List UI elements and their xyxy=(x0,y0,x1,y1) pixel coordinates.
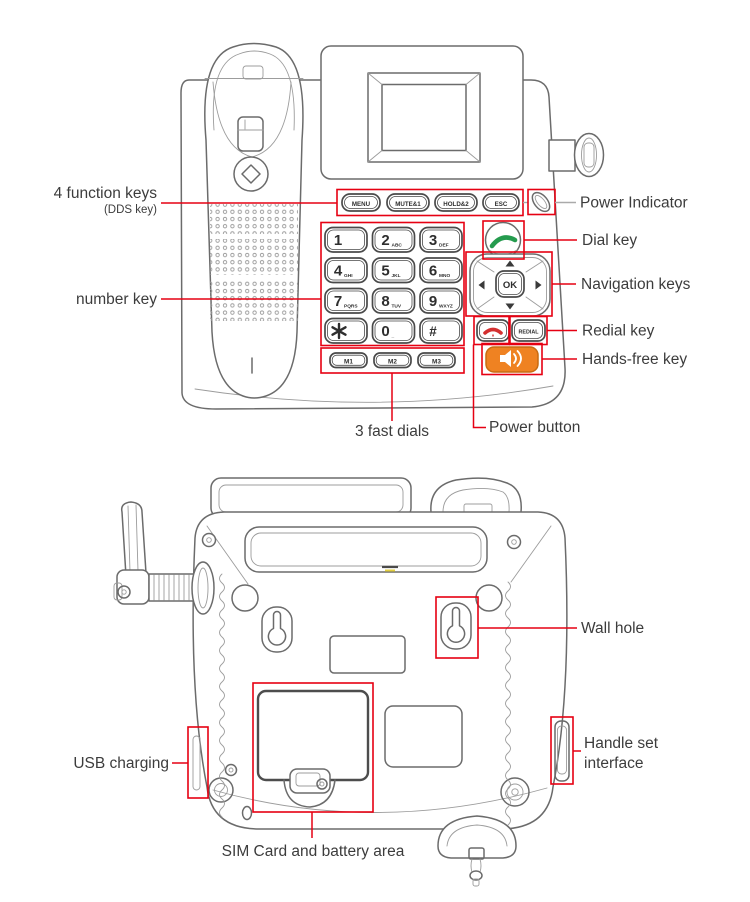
redial-label: Redial key xyxy=(582,322,655,340)
keypad-key-2 xyxy=(373,228,415,253)
hands-free-label: Hands-free key xyxy=(582,351,688,368)
number-key-label: number key xyxy=(76,291,157,308)
antenna-connector xyxy=(149,574,195,601)
keypad-digit: # xyxy=(429,324,437,339)
keypad-digit: 0 xyxy=(381,323,390,340)
function-key-label: MUTE&1 xyxy=(395,200,421,208)
keypad-key-5 xyxy=(373,258,415,283)
handle-set-label-line2: interface xyxy=(584,755,644,772)
cord-grommet xyxy=(438,816,516,886)
antenna-knob xyxy=(575,134,604,177)
keypad-letters: WXYZ xyxy=(439,304,453,310)
sim-battery-label: SIM Card and battery area xyxy=(221,843,405,860)
antenna-rod xyxy=(122,502,146,576)
dial-key-label: Dial key xyxy=(582,232,638,249)
keypad-digit: 7 xyxy=(333,293,343,310)
redial-key xyxy=(512,320,545,341)
hangup-power-key xyxy=(477,320,509,341)
fast-dials-label: 3 fast dials xyxy=(354,423,430,440)
keypad-key-4 xyxy=(325,258,367,283)
bottom-view xyxy=(73,478,658,886)
function-key-label: ESC xyxy=(494,200,508,208)
fast-dial-key-label: M2 xyxy=(388,358,397,366)
phone-body-bottom xyxy=(193,512,567,829)
function-keys-sublabel: (DDS key) xyxy=(103,204,157,216)
keypad-letters: DEF xyxy=(439,243,449,249)
keypad-letters: PQRS xyxy=(344,304,358,310)
keypad-digit: 6 xyxy=(428,262,438,280)
power-indicator-label: Power Indicator xyxy=(580,194,688,212)
function-key-esc xyxy=(483,194,519,211)
function-key-menu xyxy=(342,194,380,211)
keypad-digit: 3 xyxy=(428,232,438,249)
front-view xyxy=(54,44,691,441)
speaker-dot-grid xyxy=(210,204,298,321)
keypad-key-3 xyxy=(420,228,462,253)
antenna-flange xyxy=(192,562,214,614)
keypad-letters: ABC xyxy=(391,243,402,249)
fast-dial-key-m1 xyxy=(330,353,367,368)
function-key-label: MENU xyxy=(351,200,371,208)
wall-hole-label: Wall hole xyxy=(581,620,645,637)
keypad-digit: 2 xyxy=(381,232,390,249)
fast-dial-key-label: M3 xyxy=(432,358,441,366)
power-button-label: Power button xyxy=(489,419,581,436)
ok-key-label: OK xyxy=(502,280,518,291)
keypad-letters: TUV xyxy=(391,304,402,310)
keypad-key-1 xyxy=(325,228,367,253)
keypad-key-6 xyxy=(420,258,462,283)
handset-hook xyxy=(431,478,521,512)
handle-set-label-line1: Handle set xyxy=(584,735,659,752)
keypad-letters: JKL xyxy=(391,274,401,279)
navigation-keys xyxy=(470,254,550,316)
function-key-mute-1 xyxy=(387,194,429,211)
fast-dial-key-m3 xyxy=(418,353,455,368)
usb-charging-label: USB charging xyxy=(73,755,169,772)
keypad-digit: 9 xyxy=(428,293,438,310)
keypad-digit: 5 xyxy=(381,262,390,280)
keypad-key-hash xyxy=(420,319,462,344)
keypad-key-7 xyxy=(325,289,367,314)
hands-free-key xyxy=(486,347,538,372)
function-key-label: HOLD&2 xyxy=(443,200,469,208)
keypad-letters: MNO xyxy=(439,274,451,279)
keypad-key-8 xyxy=(373,289,415,314)
navigation-label: Navigation keys xyxy=(581,276,691,293)
antenna-mount xyxy=(549,140,575,171)
fast-dial-key-m2 xyxy=(374,353,411,368)
keypad-key-0 xyxy=(373,319,415,344)
function-key-hold-2 xyxy=(435,194,477,211)
usb-port-slot xyxy=(193,736,200,790)
keypad-digit: 1 xyxy=(333,232,343,249)
keypad-key-star xyxy=(325,319,367,344)
fast-dial-key-label: M1 xyxy=(344,358,353,366)
keypad-key-9 xyxy=(420,289,462,314)
keypad-digit: 4 xyxy=(333,262,343,280)
redial-key-label: REDIAL xyxy=(518,329,539,336)
keypad-letters: _ xyxy=(391,334,395,340)
function-keys-label: 4 function keys xyxy=(53,185,157,202)
fast-dial-key-row xyxy=(330,353,455,368)
keypad-digit: 8 xyxy=(381,293,390,310)
keypad-letters: GHI xyxy=(344,274,353,279)
screen-housing xyxy=(321,46,523,179)
